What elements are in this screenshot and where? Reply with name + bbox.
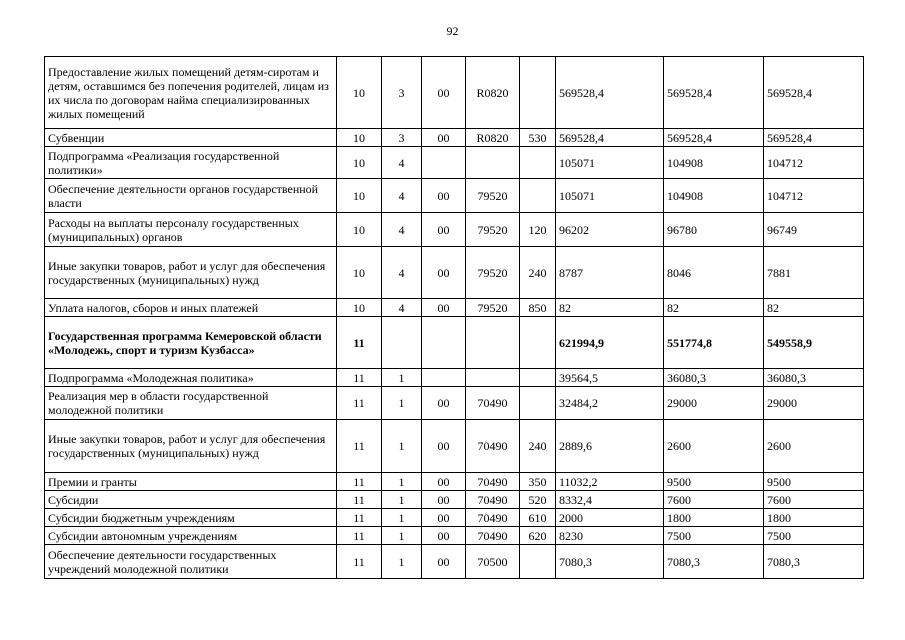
subsection-code: 1 (382, 509, 422, 527)
amount-year-3: 569528,4 (764, 57, 864, 129)
subprogram-code: 00 (422, 545, 466, 579)
expense-type-code (520, 179, 556, 213)
table-row (45, 509, 864, 527)
subprogram-code: 00 (422, 473, 466, 491)
row-name: Предоставление жилых помещений детям-сиротам и детям, оставшимся без попечения родителей, лицам из их числа по договорам найма специализированных жилых помещений (45, 57, 337, 129)
expense-type-code (520, 369, 556, 387)
section-code: 11 (337, 473, 382, 491)
subsection-code: 3 (382, 57, 422, 129)
table-row (45, 213, 864, 247)
subsection-code: 4 (382, 299, 422, 317)
amount-year-3: 104712 (764, 179, 864, 213)
budget-table (44, 56, 864, 579)
subsection-code: 1 (382, 420, 422, 473)
amount-year-1: 8230 (556, 527, 664, 545)
target-article-code: 70490 (466, 527, 520, 545)
amount-year-2: 104908 (664, 179, 764, 213)
subsection-code: 4 (382, 147, 422, 179)
subsection-code: 4 (382, 179, 422, 213)
amount-year-2: 7500 (664, 527, 764, 545)
table-row (45, 147, 864, 179)
row-name: Субсидии автономным учреждениям (45, 527, 337, 545)
amount-year-1: 105071 (556, 147, 664, 179)
subprogram-code (422, 369, 466, 387)
page-number: 92 (446, 24, 459, 38)
section-code: 10 (337, 179, 382, 213)
table-row (45, 317, 864, 369)
amount-year-3: 7500 (764, 527, 864, 545)
amount-year-3: 569528,4 (764, 129, 864, 147)
subsection-code: 4 (382, 247, 422, 299)
amount-year-1: 11032,2 (556, 473, 664, 491)
section-code: 10 (337, 129, 382, 147)
expense-type-code: 120 (520, 213, 556, 247)
amount-year-3: 1800 (764, 509, 864, 527)
subsection-code: 1 (382, 545, 422, 579)
amount-year-1: 82 (556, 299, 664, 317)
target-article-code: 70490 (466, 509, 520, 527)
row-name: Обеспечение деятельности государственных учреждений молодежной политики (45, 545, 337, 579)
subprogram-code (422, 317, 466, 369)
amount-year-2: 569528,4 (664, 57, 764, 129)
subsection-code (382, 317, 422, 369)
section-code: 11 (337, 387, 382, 420)
subprogram-code: 00 (422, 527, 466, 545)
expense-type-code (520, 317, 556, 369)
target-article-code: 70490 (466, 491, 520, 509)
expense-type-code: 240 (520, 247, 556, 299)
amount-year-1: 2889,6 (556, 420, 664, 473)
section-code: 11 (337, 527, 382, 545)
amount-year-2: 2600 (664, 420, 764, 473)
amount-year-2: 36080,3 (664, 369, 764, 387)
section-code: 11 (337, 509, 382, 527)
target-article-code: 70500 (466, 545, 520, 579)
expense-type-code (520, 387, 556, 420)
subprogram-code: 00 (422, 420, 466, 473)
amount-year-3: 7080,3 (764, 545, 864, 579)
expense-type-code (520, 147, 556, 179)
subprogram-code: 00 (422, 247, 466, 299)
subsection-code: 1 (382, 491, 422, 509)
section-code: 11 (337, 491, 382, 509)
subprogram-code: 00 (422, 57, 466, 129)
amount-year-3: 549558,9 (764, 317, 864, 369)
expense-type-code: 240 (520, 420, 556, 473)
section-code: 10 (337, 213, 382, 247)
subprogram-code: 00 (422, 509, 466, 527)
expense-type-code: 350 (520, 473, 556, 491)
row-name: Уплата налогов, сборов и иных платежей (45, 299, 337, 317)
amount-year-1: 621994,9 (556, 317, 664, 369)
row-name: Подпрограмма «Молодежная политика» (45, 369, 337, 387)
table-row (45, 247, 864, 299)
subprogram-code (422, 147, 466, 179)
section-code: 10 (337, 147, 382, 179)
amount-year-3: 7600 (764, 491, 864, 509)
subprogram-code: 00 (422, 179, 466, 213)
subprogram-code: 00 (422, 491, 466, 509)
amount-year-2: 29000 (664, 387, 764, 420)
target-article-code: R0820 (466, 129, 520, 147)
amount-year-2: 96780 (664, 213, 764, 247)
row-name: Иные закупки товаров, работ и услуг для обеспечения государственных (муниципальных) нужд (45, 420, 337, 473)
row-name: Субсидии (45, 491, 337, 509)
amount-year-3: 36080,3 (764, 369, 864, 387)
expense-type-code (520, 57, 556, 129)
expense-type-code: 620 (520, 527, 556, 545)
amount-year-2: 7600 (664, 491, 764, 509)
expense-type-code (520, 545, 556, 579)
amount-year-1: 32484,2 (556, 387, 664, 420)
target-article-code: 79520 (466, 299, 520, 317)
target-article-code (466, 369, 520, 387)
row-name: Субсидии бюджетным учреждениям (45, 509, 337, 527)
amount-year-2: 104908 (664, 147, 764, 179)
subsection-code: 4 (382, 213, 422, 247)
expense-type-code: 530 (520, 129, 556, 147)
row-name: Государственная программа Кемеровской области «Молодежь, спорт и туризм Кузбасса» (45, 317, 337, 369)
section-code: 11 (337, 545, 382, 579)
row-name: Премии и гранты (45, 473, 337, 491)
amount-year-1: 96202 (556, 213, 664, 247)
target-article-code: 79520 (466, 247, 520, 299)
amount-year-1: 2000 (556, 509, 664, 527)
row-name: Иные закупки товаров, работ и услуг для обеспечения государственных (муниципальных) нужд (45, 247, 337, 299)
amount-year-1: 7080,3 (556, 545, 664, 579)
section-code: 10 (337, 247, 382, 299)
target-article-code: 79520 (466, 179, 520, 213)
amount-year-1: 569528,4 (556, 129, 664, 147)
amount-year-2: 7080,3 (664, 545, 764, 579)
table-row (45, 420, 864, 473)
target-article-code: 70490 (466, 387, 520, 420)
row-name: Обеспечение деятельности органов государственной власти (45, 179, 337, 213)
amount-year-3: 7881 (764, 247, 864, 299)
section-code: 11 (337, 317, 382, 369)
table-row (45, 57, 864, 129)
table-row (45, 545, 864, 579)
amount-year-3: 104712 (764, 147, 864, 179)
target-article-code: 79520 (466, 213, 520, 247)
table-row (45, 179, 864, 213)
table-row (45, 473, 864, 491)
amount-year-2: 1800 (664, 509, 764, 527)
amount-year-2: 8046 (664, 247, 764, 299)
target-article-code (466, 147, 520, 179)
table-row (45, 299, 864, 317)
target-article-code (466, 317, 520, 369)
amount-year-1: 105071 (556, 179, 664, 213)
target-article-code: 70490 (466, 473, 520, 491)
row-name: Субвенции (45, 129, 337, 147)
amount-year-3: 96749 (764, 213, 864, 247)
table-row (45, 527, 864, 545)
amount-year-1: 569528,4 (556, 57, 664, 129)
subprogram-code: 00 (422, 299, 466, 317)
subprogram-code: 00 (422, 129, 466, 147)
amount-year-2: 569528,4 (664, 129, 764, 147)
row-name: Расходы на выплаты персоналу государственных (муниципальных) органов (45, 213, 337, 247)
expense-type-code: 850 (520, 299, 556, 317)
amount-year-3: 2600 (764, 420, 864, 473)
amount-year-2: 551774,8 (664, 317, 764, 369)
subsection-code: 3 (382, 129, 422, 147)
subsection-code: 1 (382, 473, 422, 491)
expense-type-code: 520 (520, 491, 556, 509)
expense-type-code: 610 (520, 509, 556, 527)
subprogram-code: 00 (422, 213, 466, 247)
subsection-code: 1 (382, 387, 422, 420)
table-row (45, 369, 864, 387)
amount-year-1: 8787 (556, 247, 664, 299)
row-name: Подпрограмма «Реализация государственной политики» (45, 147, 337, 179)
table-row (45, 129, 864, 147)
amount-year-2: 9500 (664, 473, 764, 491)
amount-year-1: 8332,4 (556, 491, 664, 509)
target-article-code: 70490 (466, 420, 520, 473)
amount-year-3: 29000 (764, 387, 864, 420)
subprogram-code: 00 (422, 387, 466, 420)
table-body (45, 57, 864, 579)
table-row (45, 387, 864, 420)
row-name: Реализация мер в области государственной молодежной политики (45, 387, 337, 420)
section-code: 11 (337, 369, 382, 387)
amount-year-3: 82 (764, 299, 864, 317)
amount-year-3: 9500 (764, 473, 864, 491)
section-code: 11 (337, 420, 382, 473)
amount-year-1: 39564,5 (556, 369, 664, 387)
amount-year-2: 82 (664, 299, 764, 317)
subsection-code: 1 (382, 369, 422, 387)
section-code: 10 (337, 299, 382, 317)
target-article-code: R0820 (466, 57, 520, 129)
subsection-code: 1 (382, 527, 422, 545)
section-code: 10 (337, 57, 382, 129)
table-row (45, 491, 864, 509)
